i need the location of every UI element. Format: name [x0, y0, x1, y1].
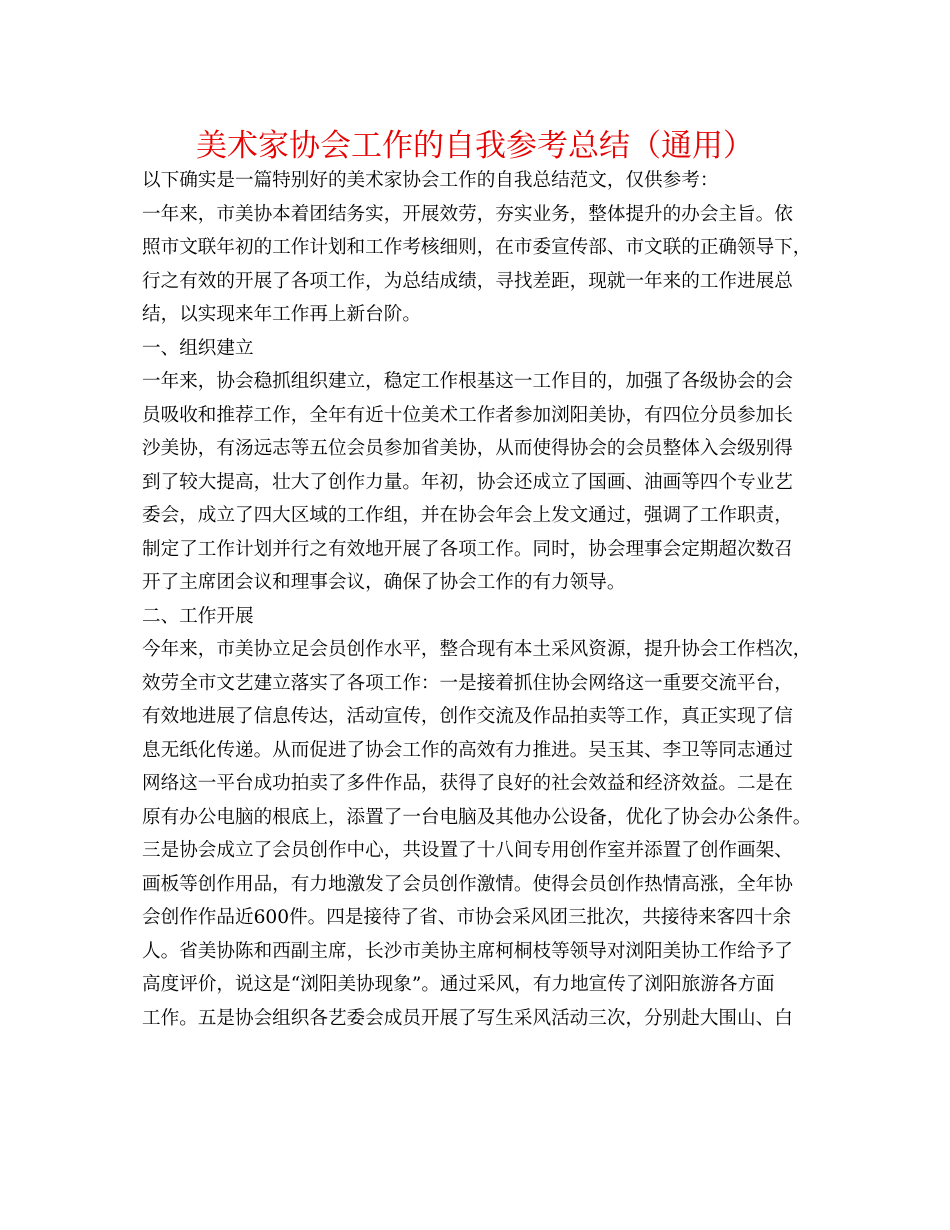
section-heading-work: 二、工作开展 — [142, 605, 254, 627]
paragraph-line: 效劳全市文艺建立落实了各项工作：一是接着抓住协会网络这一重要交流平台， — [142, 672, 793, 694]
paragraph-line: 照市文联年初的工作计划和工作考核细则，在市委宣传部、市文联的正确领导下， — [142, 237, 812, 258]
paragraph-line: 高度评价，说这是“浏阳美协现象”。通过采风，有力地宣传了浏阳旅游各方面 — [142, 974, 775, 995]
intro-line: 以下确实是一篇特别好的美术家协会工作的自我总结范文，仅供参考： — [142, 170, 719, 191]
paragraph-line: 人。省美协陈和西副主席，长沙市美协主席柯桐枝等领导对浏阳美协工作给予了 — [142, 940, 793, 962]
paragraph-line: 三是协会成立了会员创作中心，共设置了十八间专用创作室并添置了创作画架、 — [142, 840, 793, 861]
paragraph-line: 沙美协，有汤远志等五位会员参加省美协，从而使得协会的会员整体入会级别得 — [142, 438, 793, 459]
paragraph-line: 委会，成立了四大区域的工作组，并在协会年会上发文通过，强调了工作职责， — [142, 505, 793, 526]
paragraph-line: 到了较大提高，壮大了创作力量。年初，协会还成立了国画、油画等四个专业艺 — [142, 471, 793, 493]
paragraph-line: 制定了工作计划并行之有效地开展了各项工作。同时，协会理事会定期超次数召 — [142, 538, 793, 560]
paragraph-line: 一年来，协会稳抓组织建立，稳定工作根基这一工作目的，加强了各级协会的会 — [142, 371, 793, 392]
paragraph-line: 结，以实现来年工作再上新台阶。 — [142, 304, 421, 325]
paragraph-line: 息无纸化传递。从而促进了协会工作的高效有力推进。吴玉其、李卫等同志通过 — [142, 739, 793, 761]
section-heading-organization: 一、组织建立 — [142, 337, 254, 359]
paragraph-line: 会创作作品近600件。四是接待了省、市协会采风团三批次，共接待来客四十余 — [142, 907, 792, 928]
paragraph-line: 工作。五是协会组织各艺委会成员开展了写生采风活动三次，分别赴大围山、白 — [142, 1007, 793, 1029]
paragraph-line: 今年来，市美协立足会员创作水平，整合现有本土采风资源，提升协会工作档次， — [142, 639, 812, 660]
paragraph-line: 网络这一平台成功拍卖了多件作品，获得了良好的社会效益和经济效益。二是在 — [142, 773, 793, 794]
paragraph-line: 一年来，市美协本着团结务实，开展效劳，夯实业务，整体提升的办会主旨。依 — [142, 203, 793, 225]
document-title: 美术家协会工作的自我参考总结（通用） — [196, 128, 754, 164]
paragraph-line: 原有办公电脑的根底上，添置了一台电脑及其他办公设备，优化了协会办公条件。 — [142, 806, 812, 828]
paragraph-line: 画板等创作用品，有力地激发了会员创作激情。使得会员创作热情高涨，全年协 — [142, 873, 793, 895]
paragraph-line: 行之有效的开展了各项工作，为总结成绩，寻找差距，现就一年来的工作进展总 — [142, 270, 793, 292]
paragraph-line: 有效地进展了信息传达，活动宣传，创作交流及作品拍卖等工作，真正实现了信 — [142, 706, 793, 727]
paragraph-line: 员吸收和推荐工作，全年有近十位美术工作者参加浏阳美协，有四位分员参加长 — [142, 404, 793, 426]
document-body — [142, 164, 814, 1035]
paragraph-line: 开了主席团会议和理事会议，确保了协会工作的有力领导。 — [142, 572, 626, 593]
